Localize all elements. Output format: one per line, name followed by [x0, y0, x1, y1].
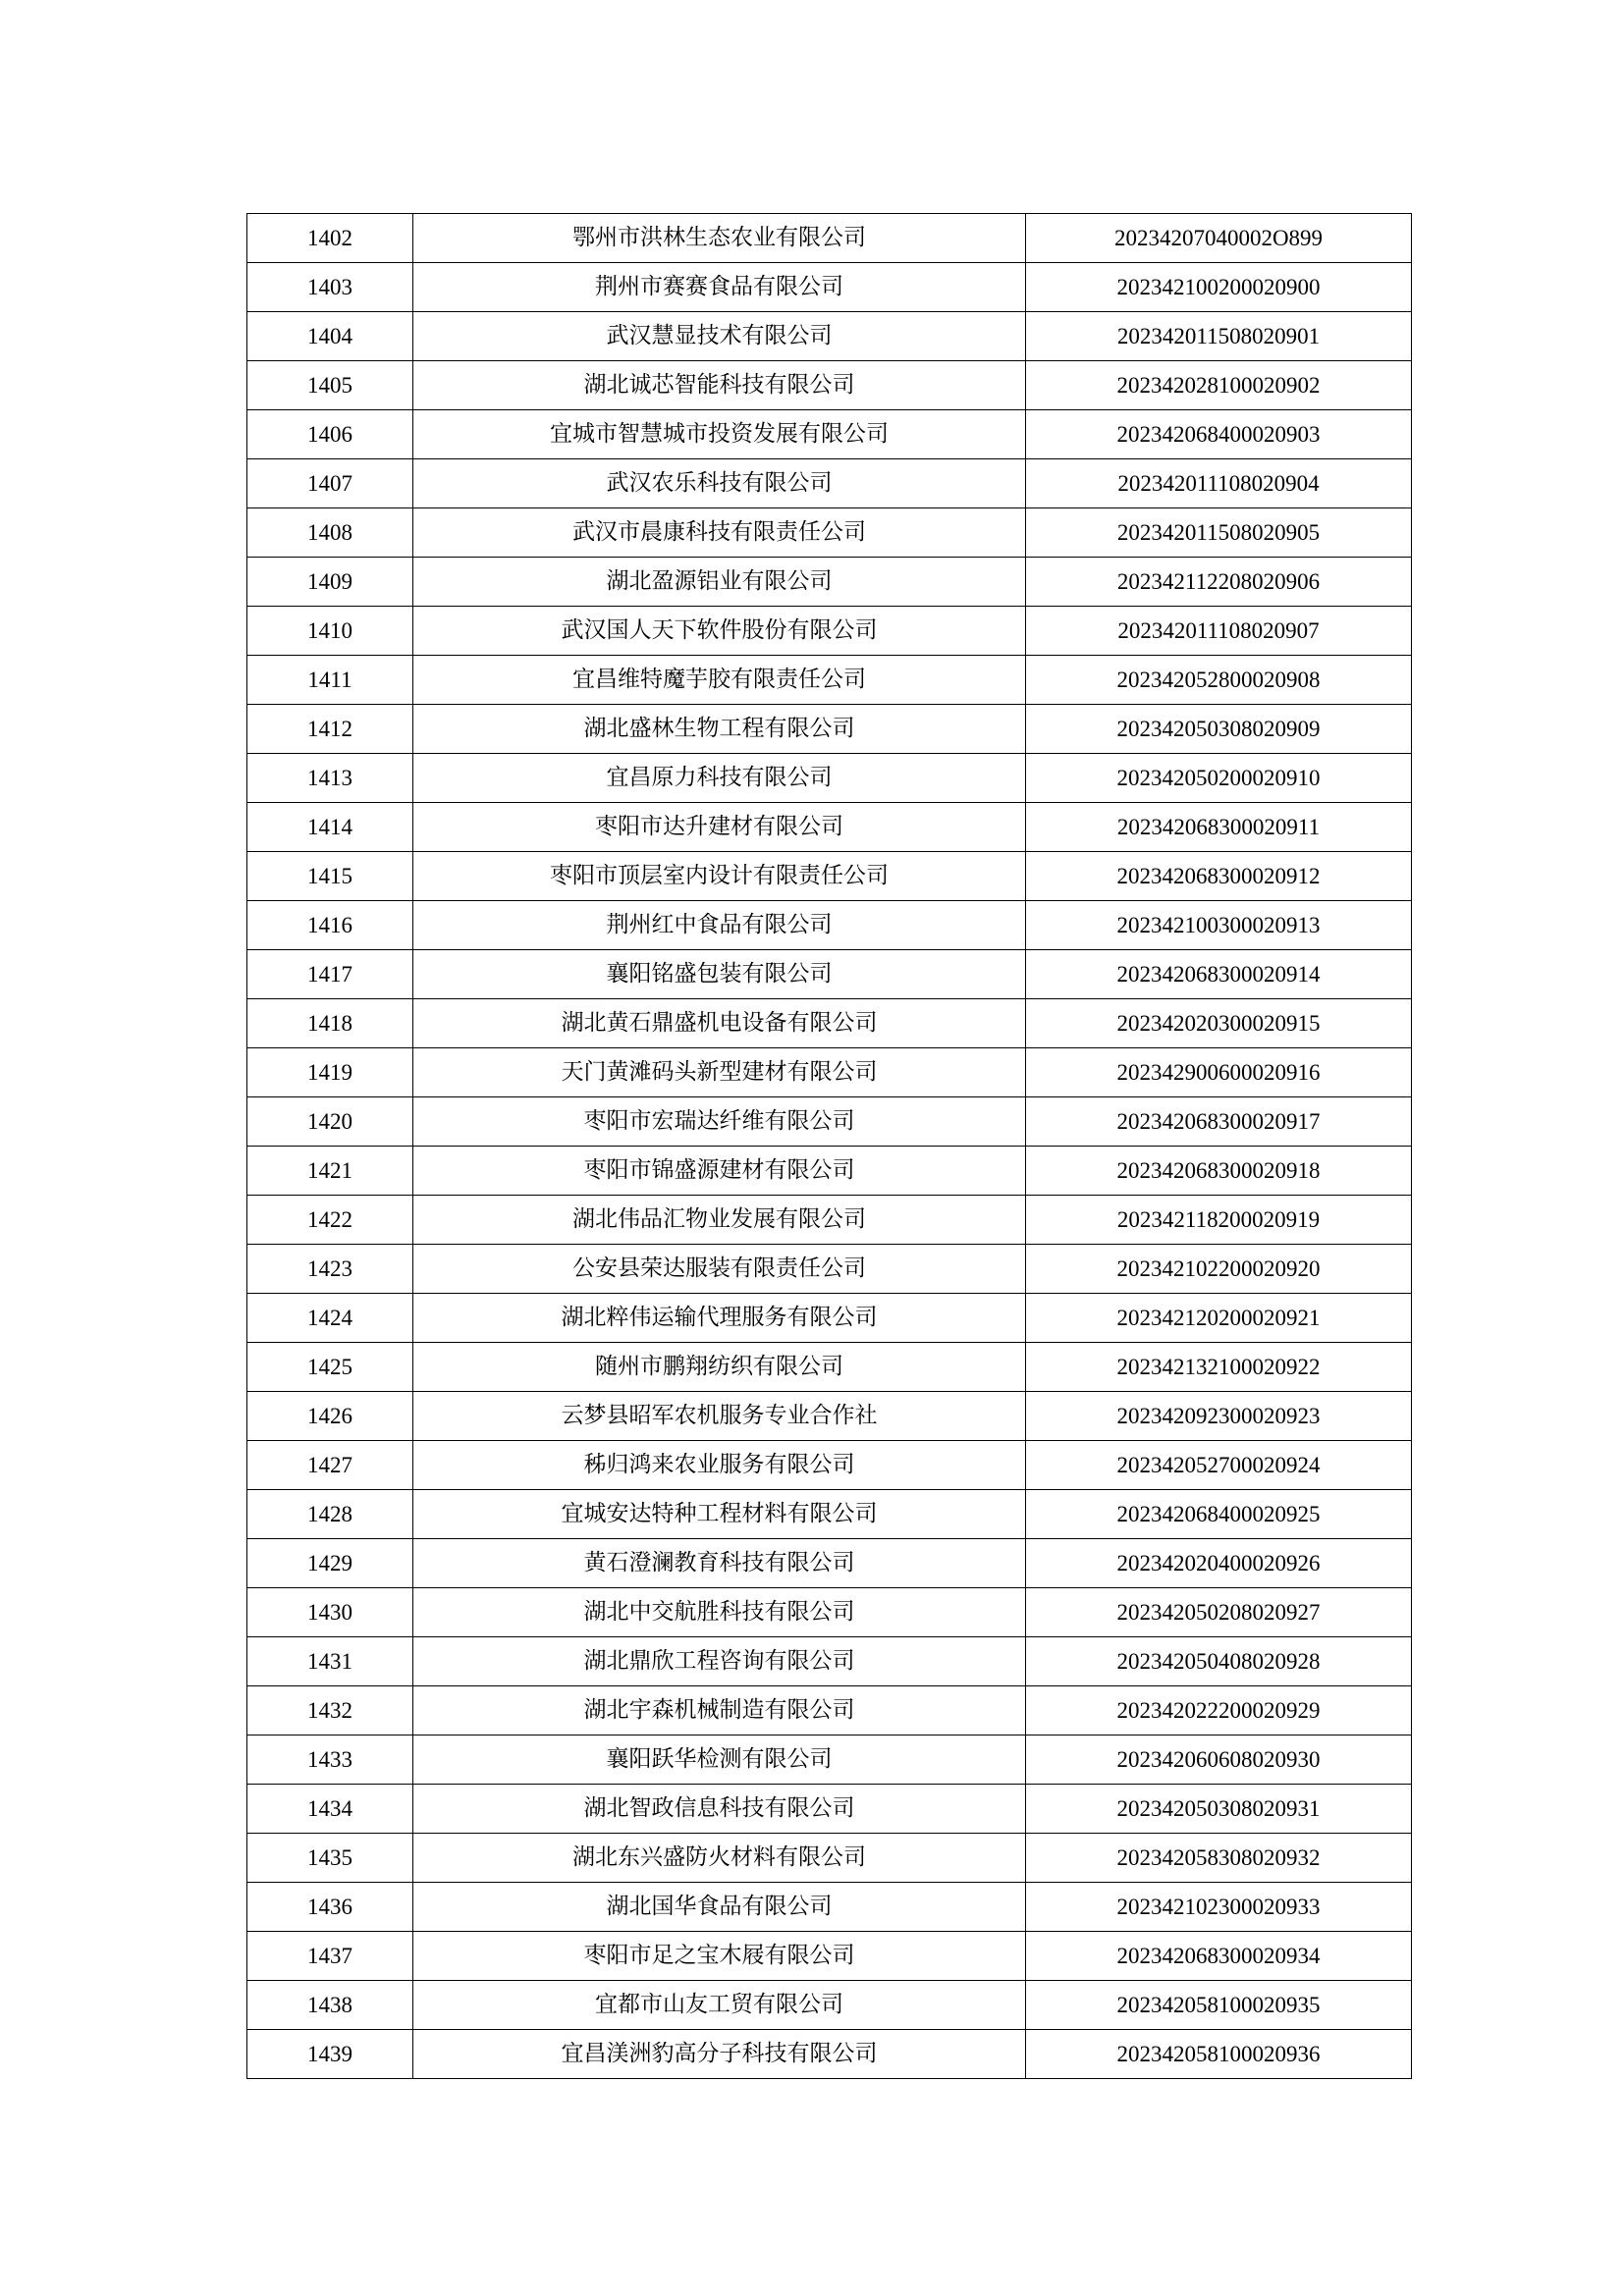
- registration-code-cell: 202342058100020936: [1026, 2030, 1412, 2079]
- row-number-cell: 1409: [247, 558, 413, 607]
- registration-code-cell: 202342132100020922: [1026, 1343, 1412, 1392]
- table-row: [247, 1490, 1412, 1539]
- registration-code-cell: 202342068300020911: [1026, 803, 1412, 852]
- row-number-cell: 1415: [247, 852, 413, 901]
- row-number-cell: 1428: [247, 1490, 413, 1539]
- row-number-cell: 1418: [247, 999, 413, 1048]
- company-name-cell: 湖北伟品汇物业发展有限公司: [413, 1196, 1026, 1245]
- table-row: [247, 2030, 1412, 2079]
- registration-code-cell: 202342060608020930: [1026, 1735, 1412, 1785]
- row-number-cell: 1437: [247, 1932, 413, 1981]
- row-number-cell: 1416: [247, 901, 413, 950]
- company-name-cell: 宜城市智慧城市投资发展有限公司: [413, 410, 1026, 459]
- table-row: [247, 1785, 1412, 1834]
- company-name-cell: 宜昌维特魔芋胶有限责任公司: [413, 656, 1026, 705]
- registration-code-cell: 202342102200020920: [1026, 1245, 1412, 1294]
- registration-code-cell: 202342052700020924: [1026, 1441, 1412, 1490]
- company-name-cell: 湖北盈源铝业有限公司: [413, 558, 1026, 607]
- table-row: [247, 1932, 1412, 1981]
- registration-code-cell: 202342068400020903: [1026, 410, 1412, 459]
- row-number-cell: 1426: [247, 1392, 413, 1441]
- company-name-cell: 襄阳跃华检测有限公司: [413, 1735, 1026, 1785]
- table-row: [247, 852, 1412, 901]
- company-name-cell: 武汉农乐科技有限公司: [413, 459, 1026, 508]
- company-name-cell: 公安县荣达服装有限责任公司: [413, 1245, 1026, 1294]
- registration-code-cell: 202342050208020927: [1026, 1588, 1412, 1637]
- company-name-cell: 枣阳市达升建材有限公司: [413, 803, 1026, 852]
- row-number-cell: 1434: [247, 1785, 413, 1834]
- row-number-cell: 1404: [247, 312, 413, 361]
- registration-code-cell: 202342022200020929: [1026, 1686, 1412, 1735]
- company-name-cell: 湖北国华食品有限公司: [413, 1883, 1026, 1932]
- row-number-cell: 1423: [247, 1245, 413, 1294]
- row-number-cell: 1402: [247, 214, 413, 263]
- company-name-cell: 湖北黄石鼎盛机电设备有限公司: [413, 999, 1026, 1048]
- row-number-cell: 1427: [247, 1441, 413, 1490]
- company-name-cell: 枣阳市宏瑞达纤维有限公司: [413, 1097, 1026, 1147]
- registration-code-cell: 202342050308020931: [1026, 1785, 1412, 1834]
- company-name-cell: 鄂州市洪林生态农业有限公司: [413, 214, 1026, 263]
- row-number-cell: 1438: [247, 1981, 413, 2030]
- row-number-cell: 1405: [247, 361, 413, 410]
- table-row: [247, 558, 1412, 607]
- registration-code-cell: 202342011108020907: [1026, 607, 1412, 656]
- company-name-cell: 宜都市山友工贸有限公司: [413, 1981, 1026, 2030]
- row-number-cell: 1408: [247, 508, 413, 558]
- registration-code-cell: 202342068400020925: [1026, 1490, 1412, 1539]
- table-row: [247, 410, 1412, 459]
- table-row: [247, 1834, 1412, 1883]
- company-name-cell: 湖北诚芯智能科技有限公司: [413, 361, 1026, 410]
- row-number-cell: 1425: [247, 1343, 413, 1392]
- row-number-cell: 1412: [247, 705, 413, 754]
- row-number-cell: 1430: [247, 1588, 413, 1637]
- table-row: [247, 1097, 1412, 1147]
- row-number-cell: 1429: [247, 1539, 413, 1588]
- row-number-cell: 1410: [247, 607, 413, 656]
- registration-code-cell: 202342020300020915: [1026, 999, 1412, 1048]
- registration-code-cell: 202342050408020928: [1026, 1637, 1412, 1686]
- row-number-cell: 1424: [247, 1294, 413, 1343]
- company-name-cell: 湖北东兴盛防火材料有限公司: [413, 1834, 1026, 1883]
- registration-code-cell: 202342020400020926: [1026, 1539, 1412, 1588]
- table-row: [247, 656, 1412, 705]
- table-row: [247, 901, 1412, 950]
- table-row: [247, 607, 1412, 656]
- table-row: [247, 1196, 1412, 1245]
- registration-code-cell: 202342100200020900: [1026, 263, 1412, 312]
- row-number-cell: 1417: [247, 950, 413, 999]
- registration-code-cell: 202342120200020921: [1026, 1294, 1412, 1343]
- registration-code-cell: 202342068300020934: [1026, 1932, 1412, 1981]
- company-name-cell: 武汉市晨康科技有限责任公司: [413, 508, 1026, 558]
- company-name-cell: 湖北盛林生物工程有限公司: [413, 705, 1026, 754]
- table-row: [247, 999, 1412, 1048]
- table-row: [247, 1294, 1412, 1343]
- table-row: [247, 754, 1412, 803]
- row-number-cell: 1421: [247, 1147, 413, 1196]
- company-name-cell: 湖北中交航胜科技有限公司: [413, 1588, 1026, 1637]
- row-number-cell: 1420: [247, 1097, 413, 1147]
- row-number-cell: 1436: [247, 1883, 413, 1932]
- row-number-cell: 1431: [247, 1637, 413, 1686]
- company-name-cell: 随州市鹏翔纺织有限公司: [413, 1343, 1026, 1392]
- registration-code-cell: 202342011508020905: [1026, 508, 1412, 558]
- row-number-cell: 1419: [247, 1048, 413, 1097]
- company-name-cell: 湖北粹伟运输代理服务有限公司: [413, 1294, 1026, 1343]
- registration-code-cell: 202342092300020923: [1026, 1392, 1412, 1441]
- table-row: [247, 1637, 1412, 1686]
- company-name-cell: 荆州市赛赛食品有限公司: [413, 263, 1026, 312]
- registration-code-cell: 202342011508020901: [1026, 312, 1412, 361]
- row-number-cell: 1432: [247, 1686, 413, 1735]
- company-name-cell: 湖北鼎欣工程咨询有限公司: [413, 1637, 1026, 1686]
- row-number-cell: 1439: [247, 2030, 413, 2079]
- row-number-cell: 1411: [247, 656, 413, 705]
- company-name-cell: 枣阳市足之宝木屐有限公司: [413, 1932, 1026, 1981]
- row-number-cell: 1435: [247, 1834, 413, 1883]
- table-row: [247, 1539, 1412, 1588]
- registry-table: [246, 213, 1412, 2079]
- table-row: [247, 1735, 1412, 1785]
- table-row: [247, 705, 1412, 754]
- company-name-cell: 秭归鸿来农业服务有限公司: [413, 1441, 1026, 1490]
- table-row: [247, 263, 1412, 312]
- registration-code-cell: 202342050200020910: [1026, 754, 1412, 803]
- table-row: [247, 1588, 1412, 1637]
- registration-code-cell: 202342011108020904: [1026, 459, 1412, 508]
- company-name-cell: 湖北智政信息科技有限公司: [413, 1785, 1026, 1834]
- company-name-cell: 宜昌原力科技有限公司: [413, 754, 1026, 803]
- table-row: [247, 361, 1412, 410]
- table-row: [247, 950, 1412, 999]
- row-number-cell: 1403: [247, 263, 413, 312]
- company-name-cell: 枣阳市顶层室内设计有限责任公司: [413, 852, 1026, 901]
- registration-code-cell: 202342050308020909: [1026, 705, 1412, 754]
- company-name-cell: 云梦县昭军农机服务专业合作社: [413, 1392, 1026, 1441]
- registration-code-cell: 202342028100020902: [1026, 361, 1412, 410]
- company-name-cell: 荆州红中食品有限公司: [413, 901, 1026, 950]
- company-name-cell: 天门黄滩码头新型建材有限公司: [413, 1048, 1026, 1097]
- registration-code-cell: 20234207040002O899: [1026, 214, 1412, 263]
- table-row: [247, 1441, 1412, 1490]
- table-row: [247, 459, 1412, 508]
- company-name-cell: 武汉慧显技术有限公司: [413, 312, 1026, 361]
- table-row: [247, 1883, 1412, 1932]
- row-number-cell: 1406: [247, 410, 413, 459]
- row-number-cell: 1407: [247, 459, 413, 508]
- row-number-cell: 1422: [247, 1196, 413, 1245]
- table-row: [247, 1343, 1412, 1392]
- company-name-cell: 武汉国人天下软件股份有限公司: [413, 607, 1026, 656]
- registry-table-body: [247, 214, 1412, 2079]
- registration-code-cell: 202342900600020916: [1026, 1048, 1412, 1097]
- table-row: [247, 803, 1412, 852]
- company-name-cell: 黄石澄澜教育科技有限公司: [413, 1539, 1026, 1588]
- registration-code-cell: 202342118200020919: [1026, 1196, 1412, 1245]
- table-row: [247, 1392, 1412, 1441]
- table-row: [247, 508, 1412, 558]
- table-row: [247, 1048, 1412, 1097]
- table-row: [247, 1245, 1412, 1294]
- registration-code-cell: 202342068300020912: [1026, 852, 1412, 901]
- company-name-cell: 襄阳铭盛包装有限公司: [413, 950, 1026, 999]
- row-number-cell: 1413: [247, 754, 413, 803]
- registration-code-cell: 202342068300020918: [1026, 1147, 1412, 1196]
- registration-code-cell: 202342068300020917: [1026, 1097, 1412, 1147]
- table-row: [247, 1686, 1412, 1735]
- row-number-cell: 1433: [247, 1735, 413, 1785]
- company-name-cell: 宜昌渼洲豹高分子科技有限公司: [413, 2030, 1026, 2079]
- registration-code-cell: 202342100300020913: [1026, 901, 1412, 950]
- registration-code-cell: 202342052800020908: [1026, 656, 1412, 705]
- table-row: [247, 214, 1412, 263]
- company-name-cell: 宜城安达特种工程材料有限公司: [413, 1490, 1026, 1539]
- company-name-cell: 湖北宇森机械制造有限公司: [413, 1686, 1026, 1735]
- table-row: [247, 1981, 1412, 2030]
- registration-code-cell: 202342112208020906: [1026, 558, 1412, 607]
- registration-code-cell: 202342102300020933: [1026, 1883, 1412, 1932]
- row-number-cell: 1414: [247, 803, 413, 852]
- table-row: [247, 312, 1412, 361]
- company-name-cell: 枣阳市锦盛源建材有限公司: [413, 1147, 1026, 1196]
- registration-code-cell: 202342058308020932: [1026, 1834, 1412, 1883]
- registration-code-cell: 202342068300020914: [1026, 950, 1412, 999]
- registration-code-cell: 202342058100020935: [1026, 1981, 1412, 2030]
- table-row: [247, 1147, 1412, 1196]
